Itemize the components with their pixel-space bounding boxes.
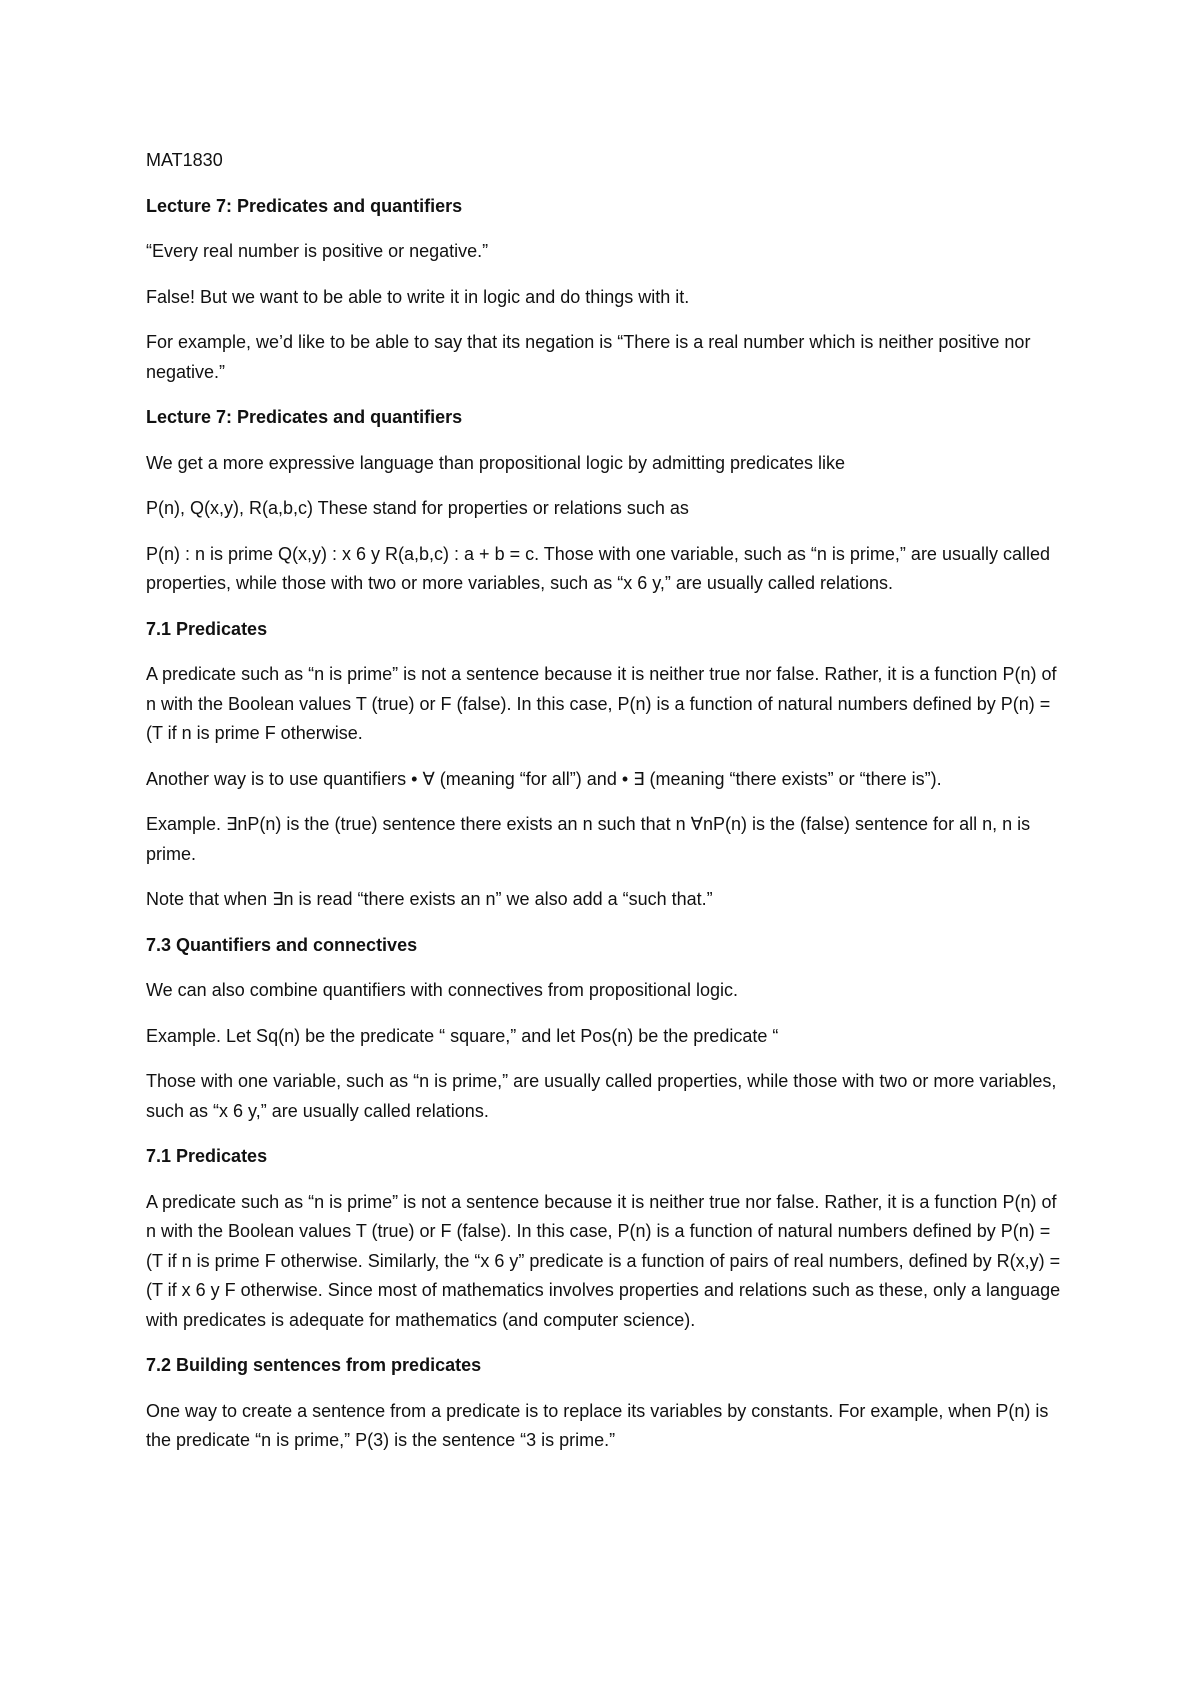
paragraph: A predicate such as “n is prime” is not a sentence because it is neither true nor false. Rather, it is a function P(n) of n with the Boolean values T (true) or F (false). In this case, P(n) is a function of natural numbers defined by P(n) =(T if n is prime F otherwise.: [146, 664, 1057, 743]
section-heading: 7.1 Predicates: [146, 618, 268, 639]
section-heading: 7.2 Building sentences from predicates: [146, 1355, 482, 1375]
paragraph: Note that when ∃n is read “there exists an n” we also add a “such that.”: [146, 889, 713, 909]
paragraph: One way to create a sentence from a predicate is to replace its variables by constants. For example, when P(n) is the predicate “n is prime,” P(3) is the sentence “3 is prime.”: [146, 1400, 1049, 1450]
section-heading: 7.1 Predicates: [146, 1146, 268, 1166]
paragraph: Example. Let Sq(n) be the predicate “ square,” and let Pos(n) be the predicate “: [146, 1025, 779, 1046]
paragraph: P(n) : n is prime Q(x,y) : x 6 y R(a,b,c) : a + b = c. Those with one variable, such as “n is prime,” are usually called properties, while those with two or more variables, such as “x 6 y,” are usually called relations.: [146, 543, 1051, 593]
paragraph: For example, we’d like to be able to say that its negation is “There is a real number which is neither positive nor negative.”: [146, 332, 1031, 382]
paragraph: We get a more expressive language than propositional logic by admitting predicates like: [146, 452, 846, 473]
paragraph: Another way is to use quantifiers • ∀ (meaning “for all”) and • ∃ (meaning “there exists” or “there is”).: [146, 768, 942, 789]
lecture-heading: Lecture 7: Predicates and quantifiers: [146, 195, 463, 216]
paragraph: A predicate such as “n is prime” is not a sentence because it is neither true nor false. Rather, it is a function P(n) of n with the Boolean values T (true) or F (false). In this case, P(n) is a function of natural numbers defined by P(n) =(T if n is prime F otherwise. Similarly, the “x 6 y” predicate is a function of pairs of real numbers, defined by R(x,y) =(T if x 6 y F otherwise. Since most of mathematics involves properties and relations such as these, only a language with predicates is adequate for mathematics (and computer science).: [146, 1191, 1061, 1330]
paragraph: P(n), Q(x,y), R(a,b,c) These stand for properties or relations such as: [146, 498, 689, 518]
document-page: [146, 146, 1066, 1472]
paragraph: We can also combine quantifiers with connectives from propositional logic.: [146, 980, 738, 1000]
paragraph: Example. ∃nP(n) is the (true) sentence there exists an n such that n ∀nP(n) is the (false) sentence for all n, n is prime.: [146, 814, 1031, 864]
section-heading: 7.3 Quantifiers and connectives: [146, 934, 418, 955]
lecture-heading: Lecture 7: Predicates and quantifiers: [146, 407, 463, 427]
course-code: MAT1830: [146, 150, 223, 170]
paragraph: Those with one variable, such as “n is prime,” are usually called properties, while those with two or more variables, such as “x 6 y,” are usually called relations.: [146, 1071, 1057, 1121]
paragraph: False! But we want to be able to write it in logic and do things with it.: [146, 286, 690, 307]
paragraph: “Every real number is positive or negative.”: [146, 241, 489, 261]
